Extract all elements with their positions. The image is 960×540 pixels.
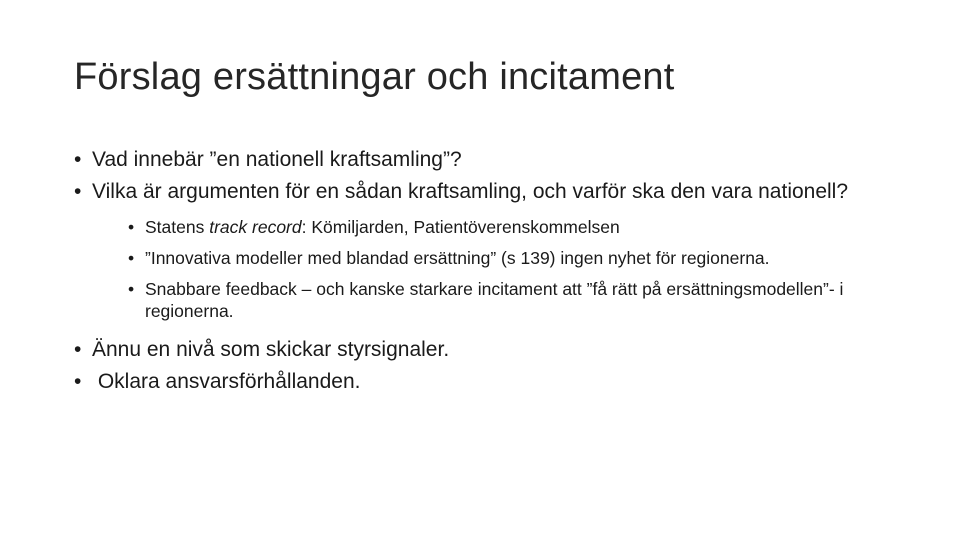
sub-bullet-item (128, 216, 864, 238)
sub-bullet-text: Snabbare feedback – och kanske starkare incitament att ”få rätt på ersättningsmodellen”- i regionerna. (145, 279, 844, 321)
bullet-icon: • (74, 370, 82, 393)
sub-bullet-italic: track record (209, 217, 302, 237)
bullet-icon: • (74, 180, 82, 203)
slide-title: Förslag ersättningar och incitament (74, 56, 675, 98)
bullet-text: Vad innebär ”en nationell kraftsamling”? (92, 148, 462, 171)
bullet-icon: • (128, 279, 135, 299)
bullet-item (74, 336, 864, 364)
bullet-icon: • (74, 338, 82, 361)
bullet-item (74, 368, 864, 396)
sub-bullet-item (128, 247, 864, 269)
bullet-text: Oklara ansvarsförhållanden. (92, 370, 361, 393)
bullet-icon: • (128, 248, 135, 268)
sub-bullet-item (128, 278, 864, 322)
sub-bullet-prefix: Statens (145, 217, 210, 237)
sub-bullet-suffix: : Kömiljarden, Patientöverenskommelsen (301, 217, 620, 237)
bullet-icon: • (74, 148, 82, 171)
sub-bullet-text: ”Innovativa modeller med blandad ersättning” (s 139) ingen nyhet för regionerna. (145, 248, 770, 268)
bullet-text: Ännu en nivå som skickar styrsignaler. (92, 338, 450, 361)
bullet-item (74, 178, 864, 322)
bullet-icon: • (128, 217, 135, 237)
bullet-text: Vilka är argumenten för en sådan kraftsamling, och varför ska den vara nationell? (92, 180, 849, 203)
bullet-list (74, 146, 864, 400)
sub-bullet-list (92, 216, 864, 322)
bullet-item (74, 146, 864, 174)
